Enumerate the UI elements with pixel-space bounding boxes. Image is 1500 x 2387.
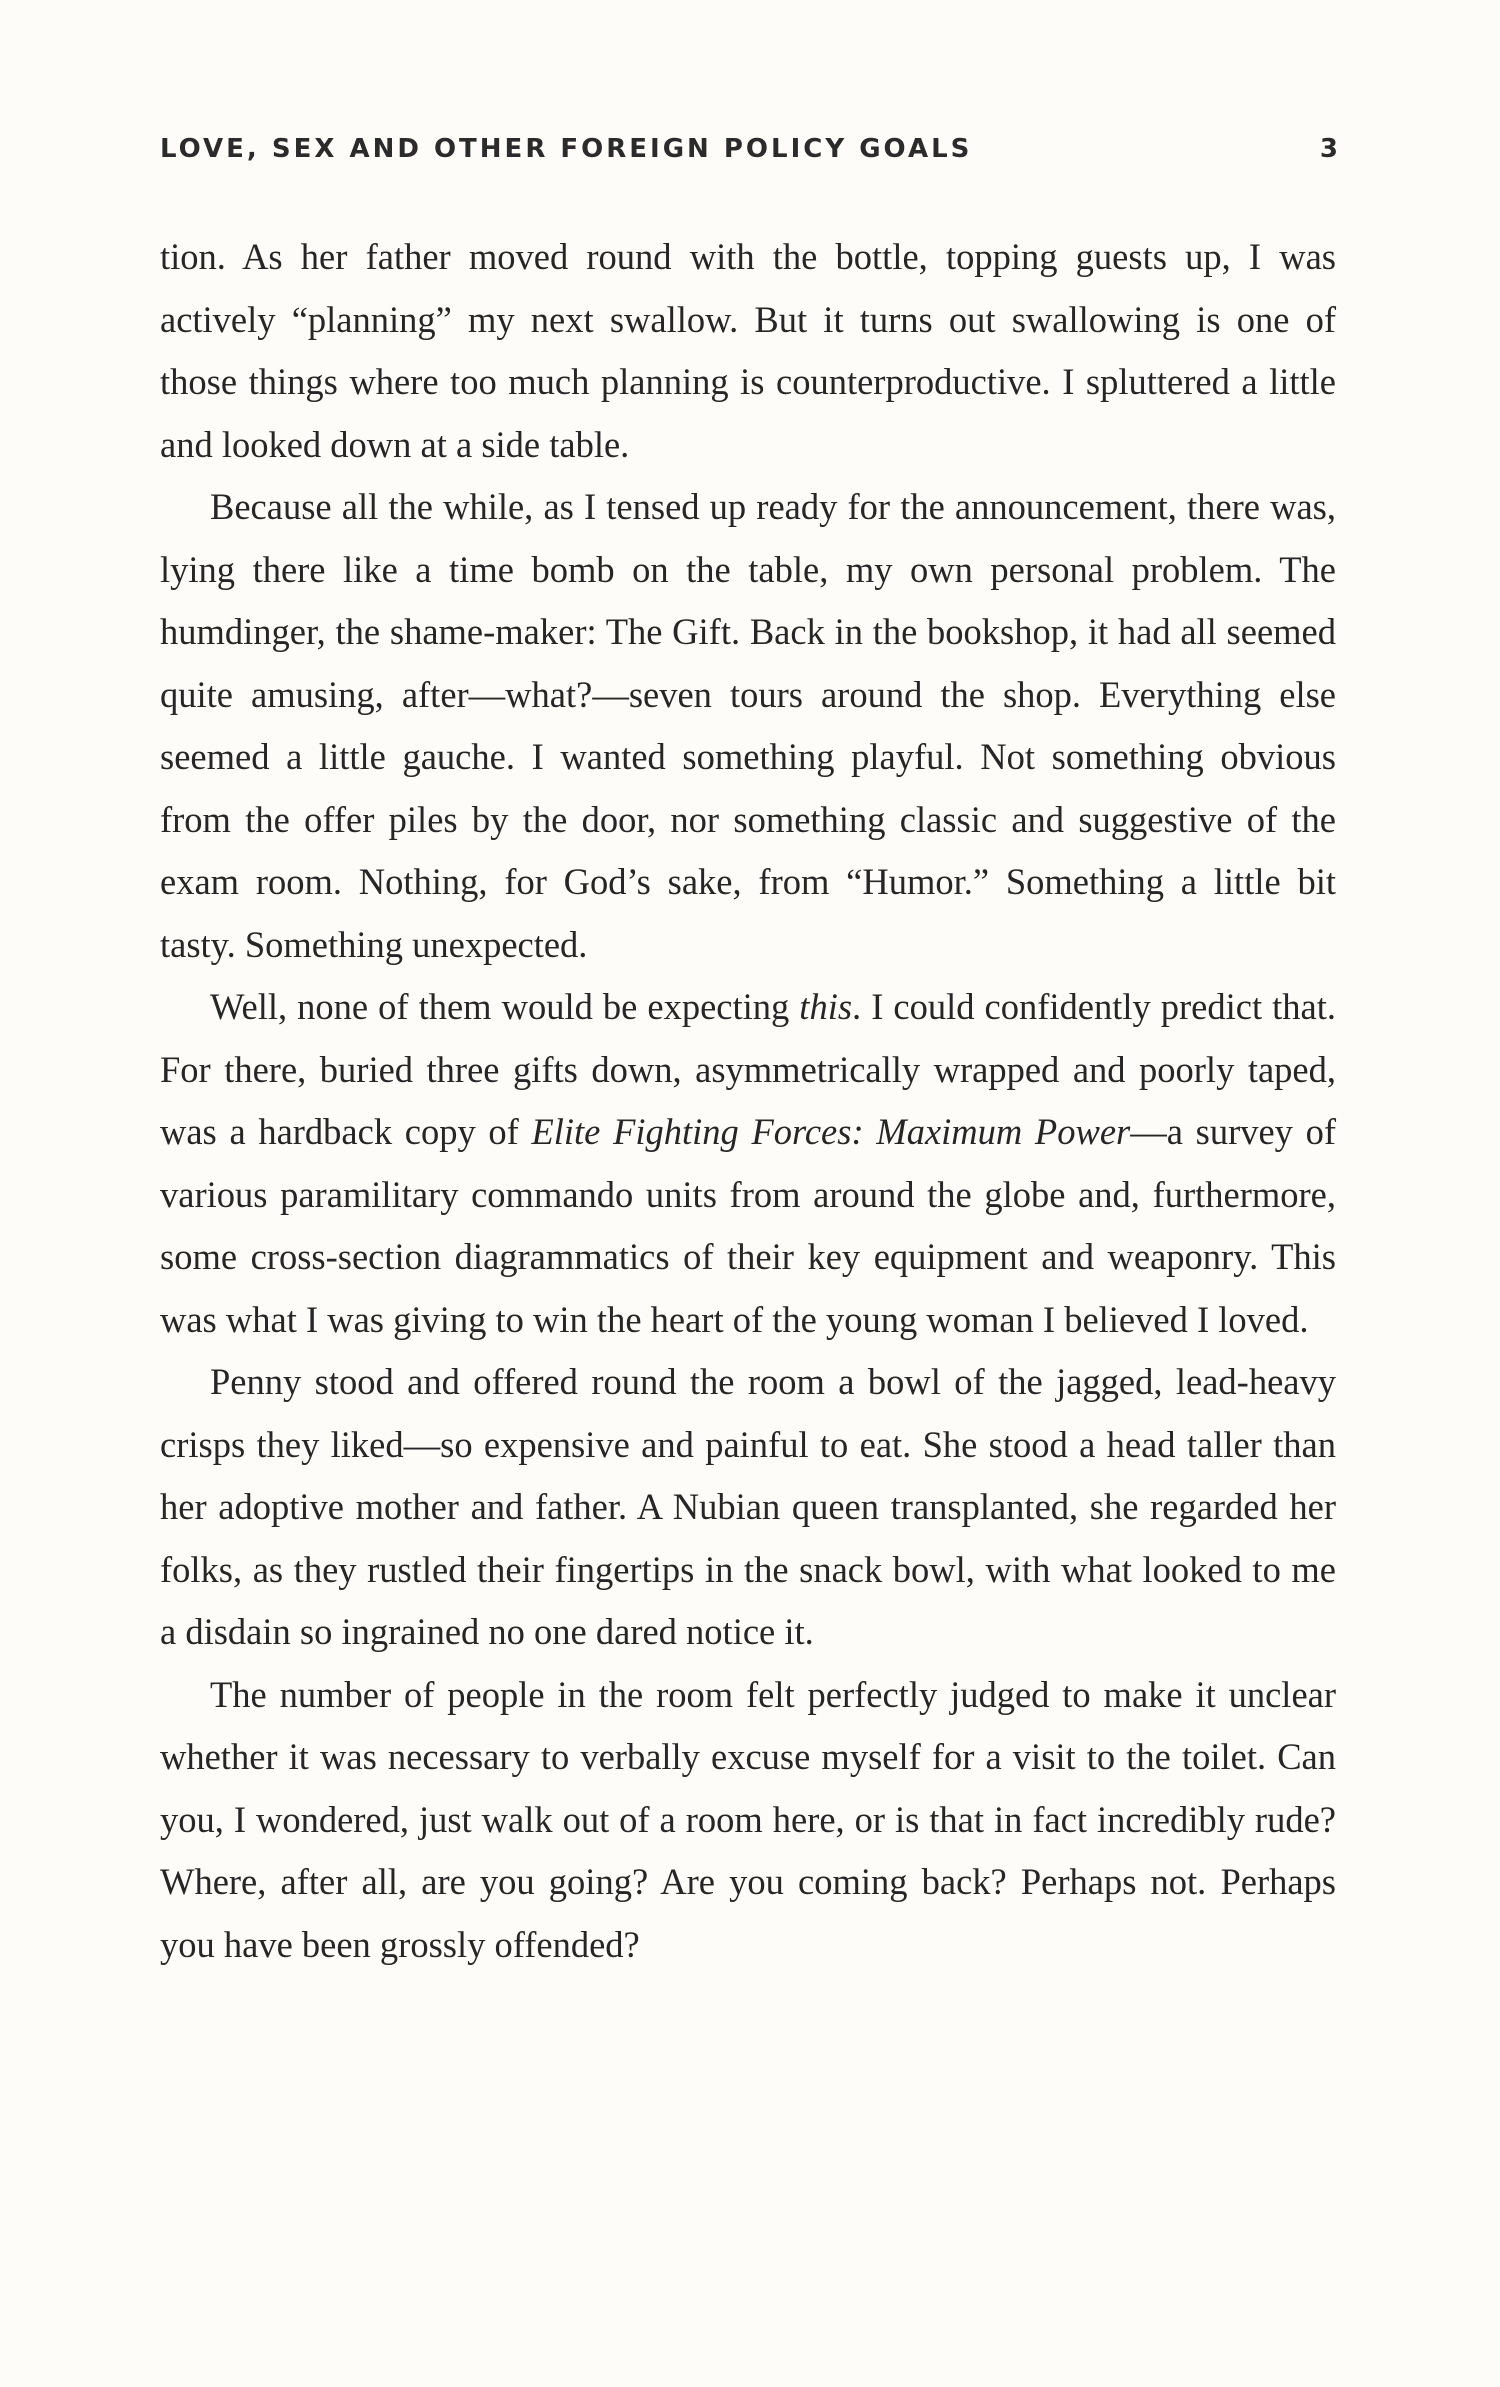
running-head	[160, 134, 1338, 174]
paragraph-3	[160, 976, 1336, 1351]
emphasis-this: this	[799, 986, 853, 1027]
paragraph-4: Penny stood and offered round the room a bowl of the jagged, lead-heavy crisps they liked—so expensive and painful to eat. She stood a head taller than her adoptive mother and father. A Nubian queen transplanted, she regarded her folks, as they rustled their fingertips in the snack bowl, with what looked to me a disdain so ingrained no one dared notice it.	[160, 1361, 1336, 1652]
book-title: Elite Fighting Forces: Maximum Power	[531, 1111, 1131, 1152]
body-text	[160, 226, 1336, 1976]
paragraph-2: Because all the while, as I tensed up ready for the announcement, there was, lying there like a time bomb on the table, my own personal problem. The humdinger, the shame-maker: The Gift. Back in the bookshop, it had all seemed quite amusing, after—what?—seven tours around the shop. Everything else seemed a little gauche. I wanted something playful. Not something obvious from the offer piles by the door, nor something classic and suggestive of the exam room. Nothing, for God’s sake, from “Humor.” Something a little bit tasty. Something unexpected.	[160, 486, 1336, 965]
running-title: LOVE, SEX AND OTHER FOREIGN POLICY GOALS	[160, 134, 973, 164]
page-number: 3	[1319, 134, 1338, 164]
paragraph-3-part-a: Well, none of them would be expecting	[210, 986, 800, 1027]
paragraph-5: The number of people in the room felt perfectly judged to make it unclear whether it was necessary to verbally excuse myself for a visit to the toilet. Can you, I wondered, just walk out of a room here, or is that in fact incredibly rude? Where, after all, are you going? Are you coming back? Perhaps not. Perhaps you have been grossly offended?	[160, 1673, 1336, 1965]
paragraph-3-part-c: . I could confidently predict that. For there, buried three gifts down, asymmetrically wrapped and poorly taped, was a hardback copy of	[160, 986, 1337, 1152]
paragraph-1: tion. As her father moved round with the bottle, topping guests up, I was actively “planning” my next swallow. But it turns out swallowing is one of those things where too much planning is counterproductive. I spluttered a little and looked down at a side table.	[160, 236, 1336, 465]
paragraph-3-part-e: —a survey of various paramilitary commando units from around the globe and, furthermore, some cross-section diagrammatics of their key equipment and weaponry. This was what I was giving to win the heart of the young woman I believed I loved.	[160, 1111, 1337, 1340]
